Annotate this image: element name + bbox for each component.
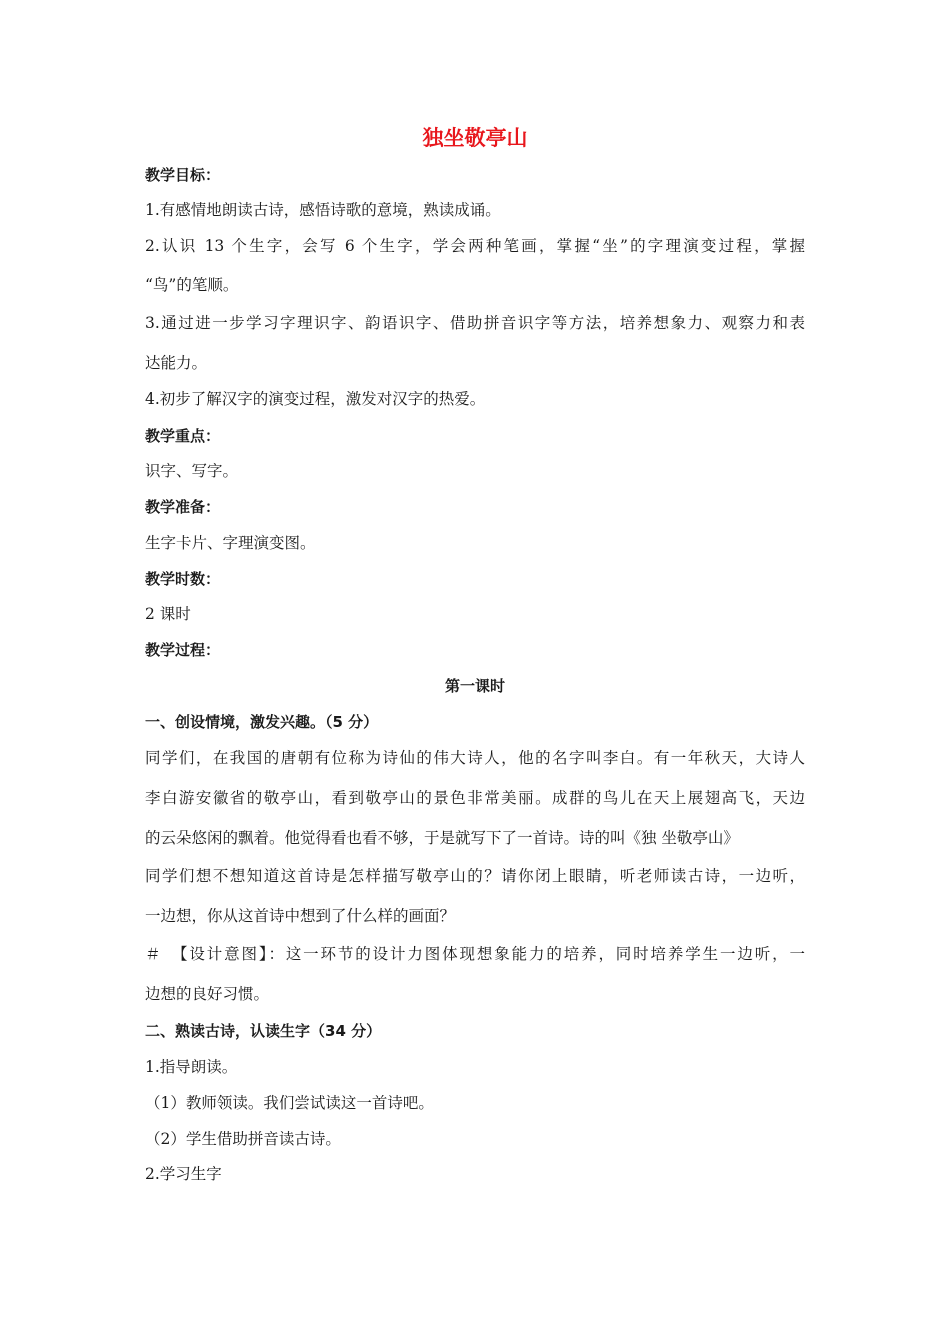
paragraph-2-line-2: 一边想，你从这首诗中想到了什么样的画面？	[145, 907, 456, 925]
section-2-heading: 二、熟读古诗，认读生字（34 分）	[145, 1022, 382, 1040]
objective-4: 4.初步了解汉字的演变过程，激发对汉字的热爱。	[145, 390, 486, 408]
paragraph-3-line-1: ＃ 【设计意图】：这一环节的设计力图体现想象能力的培养，同时培养学生一边听，一	[145, 945, 805, 963]
preparation-text: 生字卡片、字理演变图。	[145, 534, 316, 552]
objective-3-line-2: 达能力。	[145, 354, 208, 372]
objective-2-line-2: “鸟”的笔顺。	[145, 276, 239, 294]
objective-2-line-1: 2.认识 13 个生字，会写 6 个生字，学会两种笔画，掌握“坐”的字理演变过程，掌握	[145, 237, 805, 255]
key-points-heading: 教学重点：	[145, 427, 221, 445]
paragraph-1-line-1: 同学们，在我国的唐朝有位称为诗仙的伟大诗人，他的名字叫李白。有一年秋天，大诗人	[145, 749, 805, 767]
section-2-item-2: 2.学习生字	[145, 1165, 222, 1183]
section-2-item-1b: （2）学生借助拼音读古诗。	[145, 1130, 341, 1148]
section-2-item-1: 1.指导朗读。	[145, 1058, 238, 1076]
process-heading: 教学过程：	[145, 641, 221, 659]
paragraph-1-line-2: 李白游安徽省的敬亭山，看到敬亭山的景色非常美丽。成群的鸟儿在天上展翅高飞，天边	[145, 789, 805, 807]
lesson-heading: 第一课时	[444, 677, 505, 695]
objective-1: 1.有感情地朗读古诗，感悟诗歌的意境，熟读成诵。	[145, 201, 501, 219]
paragraph-2-line-1: 同学们想不想知道这首诗是怎样描写敬亭山的？请你闭上眼睛，听老师读古诗，一边听，	[145, 867, 805, 885]
document-title: 独坐敬亭山	[422, 126, 528, 150]
paragraph-1-line-3: 的云朵悠闲的飘着。他觉得看也看不够，于是就写下了一首诗。诗的叫《独 坐敬亭山》	[145, 829, 739, 847]
paragraph-3-line-2: 边想的良好习惯。	[145, 985, 270, 1003]
section-1-heading: 一、创设情境，激发兴趣。（5 分）	[145, 713, 379, 731]
class-hours-text: 2 课时	[145, 605, 191, 623]
class-hours-heading: 教学时数：	[145, 570, 221, 588]
section-2-item-1a: （1）教师领读。我们尝试读这一首诗吧。	[145, 1094, 434, 1112]
key-points-text: 识字、写字。	[145, 462, 239, 480]
objectives-heading: 教学目标：	[145, 166, 221, 184]
objective-3-line-1: 3.通过进一步学习字理识字、韵语识字、借助拼音识字等方法，培养想象力、观察力和表	[145, 314, 805, 332]
preparation-heading: 教学准备：	[145, 498, 221, 516]
